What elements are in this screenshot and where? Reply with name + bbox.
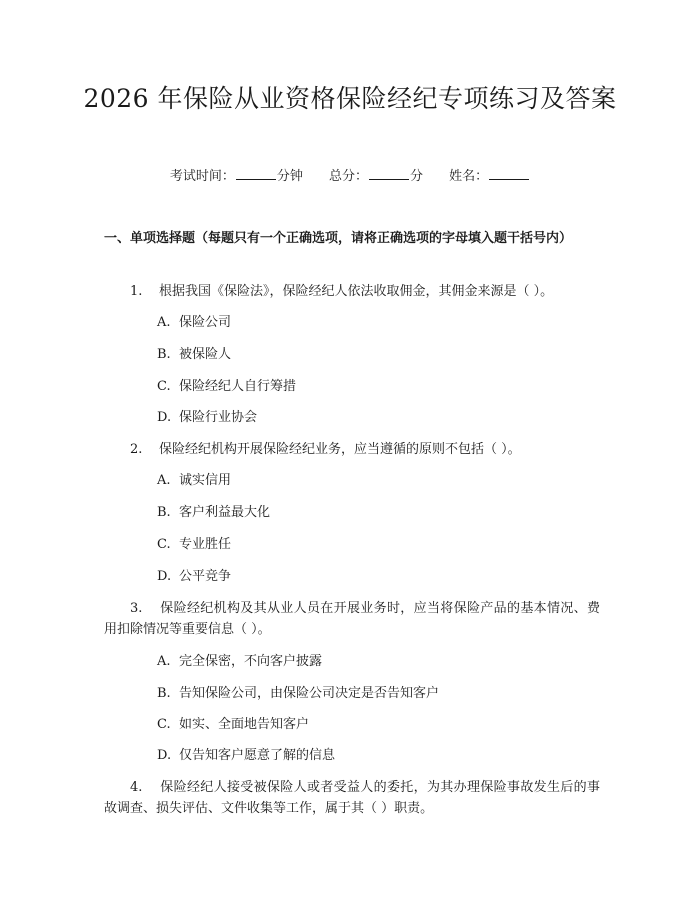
option-letter: D. — [157, 410, 172, 425]
option-text: 公平竞争 — [179, 569, 232, 584]
total-score-label: 总分： — [328, 169, 368, 184]
question-text: 保险经纪机构及其从业人员在开展业务时，应当将保险产品的基本情况、费用扣除情况等重要信息（ ）。 — [104, 601, 600, 637]
option-letter: B. — [157, 347, 171, 362]
total-score-unit: 分 — [410, 169, 424, 184]
option-text: 完全保密，不向客户披露 — [179, 654, 323, 669]
question-3 — [104, 598, 600, 640]
name-field — [449, 169, 530, 184]
exam-info-line — [0, 167, 700, 187]
exam-time-blank[interactable] — [236, 167, 276, 180]
option-text: 如实、全面地告知客户 — [179, 717, 310, 732]
question-text: 保险经纪机构开展保险经纪业务，应当遵循的原则不包括（ ）。 — [158, 442, 521, 457]
question-2 — [104, 439, 600, 460]
option-letter: D. — [157, 748, 172, 763]
option-letter: C. — [157, 537, 171, 552]
question-3-option-c — [157, 715, 309, 735]
question-text: 根据我国《保险法》，保险经纪人依法收取佣金，其佣金来源是（ ）。 — [158, 284, 554, 299]
option-letter: B. — [157, 505, 171, 520]
question-1 — [104, 281, 600, 302]
question-3-option-d — [157, 746, 335, 766]
option-letter: A. — [157, 315, 171, 330]
exam-time-label: 考试时间： — [169, 169, 235, 184]
option-text: 保险经纪人自行筹措 — [179, 379, 297, 394]
question-2-option-c — [157, 535, 231, 555]
option-text: 保险行业协会 — [179, 410, 258, 425]
question-number: 2. — [130, 442, 143, 457]
question-4 — [104, 777, 600, 819]
option-letter: B. — [157, 686, 171, 701]
question-1-option-d — [157, 408, 257, 428]
question-1-option-b — [157, 345, 231, 365]
option-text: 告知保险公司，由保险公司决定是否告知客户 — [179, 686, 440, 701]
option-letter: C. — [157, 717, 171, 732]
question-1-option-c — [157, 377, 296, 397]
name-label: 姓名： — [449, 169, 489, 184]
option-letter: C. — [157, 379, 171, 394]
option-text: 专业胜任 — [179, 537, 232, 552]
question-1-option-a — [157, 313, 231, 333]
question-3-option-b — [157, 684, 439, 704]
question-number: 1. — [130, 284, 143, 299]
option-text: 客户利益最大化 — [179, 505, 271, 520]
option-letter: A. — [157, 473, 171, 488]
question-number: 3. — [130, 601, 143, 616]
section-heading: 一、单项选择题（每题只有一个正确选项，请将正确选项的字母填入题干括号内） — [104, 231, 573, 246]
total-score-field — [329, 169, 423, 184]
question-2-option-b — [157, 503, 270, 523]
option-text: 保险公司 — [179, 315, 232, 330]
question-3-option-a — [157, 652, 322, 672]
exam-time-field — [170, 169, 303, 184]
question-number: 4. — [130, 780, 143, 795]
option-letter: D. — [157, 569, 172, 584]
document-title: 2026 年保险从业资格保险经纪专项练习及答案 — [83, 84, 617, 113]
name-blank[interactable] — [489, 167, 529, 180]
option-letter: A. — [157, 654, 171, 669]
question-2-option-a — [157, 471, 231, 491]
total-score-blank[interactable] — [369, 167, 409, 180]
option-text: 诚实信用 — [179, 473, 232, 488]
question-2-option-d — [157, 567, 231, 587]
option-text: 被保险人 — [179, 347, 232, 362]
question-text: 保险经纪人接受被保险人或者受益人的委托，为其办理保险事故发生后的事故调查、损失评估、文件收集等工作，属于其（ ）职责。 — [104, 780, 600, 816]
exam-time-unit: 分钟 — [276, 169, 303, 184]
option-text: 仅告知客户愿意了解的信息 — [179, 748, 336, 763]
